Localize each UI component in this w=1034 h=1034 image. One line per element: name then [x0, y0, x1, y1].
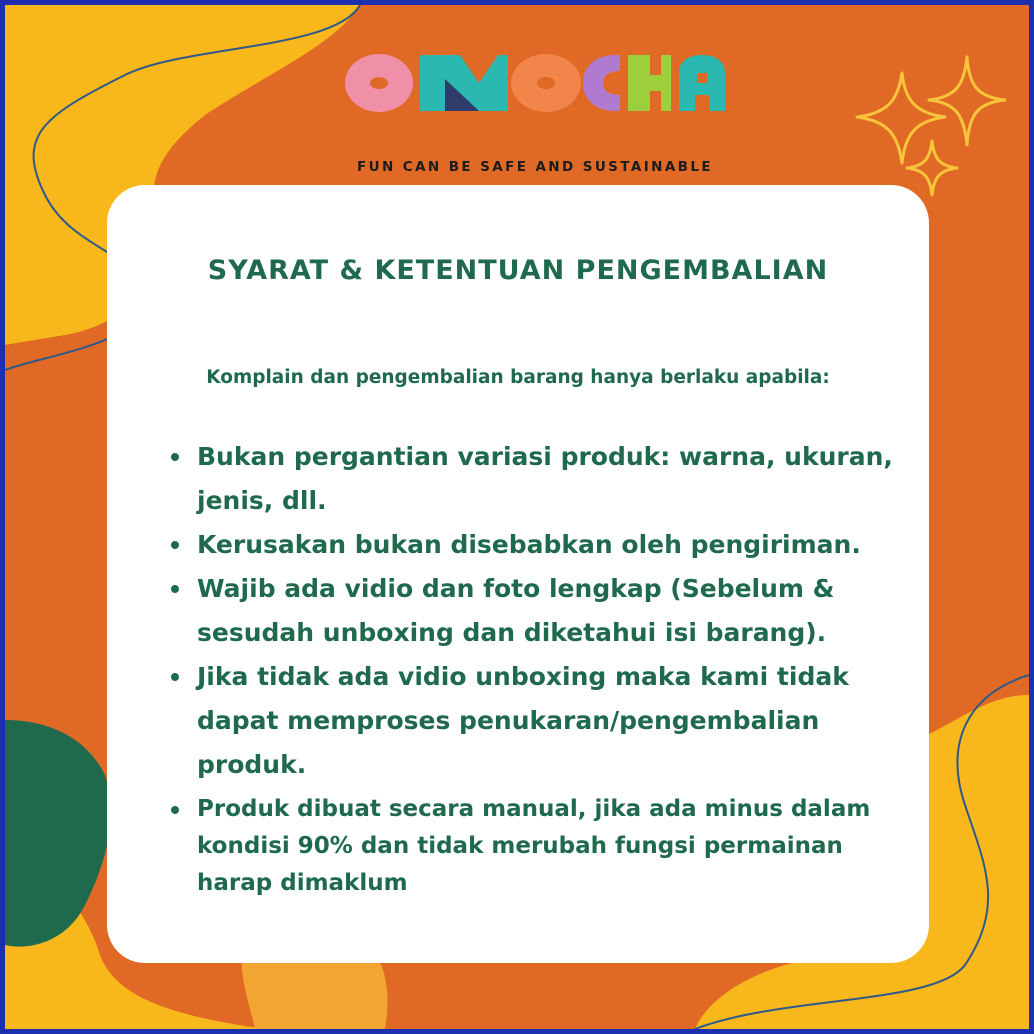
bullet-icon	[171, 585, 179, 593]
rule-text: Bukan pergantian variasi produk: warna, ukuran, jenis, dll.	[197, 442, 893, 515]
bullet-icon	[171, 673, 179, 681]
list-item	[165, 435, 905, 523]
rule-text: Kerusakan bukan disebabkan oleh pengiriman.	[197, 530, 861, 559]
list-item	[165, 791, 905, 902]
terms-card	[107, 185, 929, 963]
list-item	[165, 523, 905, 567]
green-blob-bottom-left	[5, 720, 111, 947]
bullet-icon	[171, 453, 179, 461]
rule-text: Produk dibuat secara manual, jika ada minus dalam kondisi 90% dan tidak merubah fungsi permainan harap dimaklum	[197, 796, 871, 896]
rules-list	[165, 435, 905, 902]
sparkle-icon	[857, 57, 1005, 195]
brand-logo	[345, 49, 745, 179]
brand-tagline: FUN CAN BE SAFE AND SUSTAINABLE	[356, 159, 713, 175]
logo-letter-h	[628, 55, 671, 111]
bullet-icon	[171, 806, 179, 814]
bullet-icon	[171, 541, 179, 549]
list-item	[165, 567, 905, 655]
logo-letter-m	[420, 55, 508, 111]
rule-text: Jika tidak ada vidio unboxing maka kami tidak dapat memproses penukaran/pengembalian produk.	[197, 662, 849, 779]
omocha-logo-mark	[345, 49, 725, 117]
list-item	[165, 655, 905, 787]
rule-text: Wajib ada vidio dan foto lengkap (Sebelum & sesudah unboxing dan diketahui isi barang).	[197, 574, 835, 647]
page-title: SYARAT & KETENTUAN PENGEMBALIAN	[207, 255, 829, 286]
intro-text: Komplain dan pengembalian barang hanya berlaku apabila:	[206, 367, 830, 388]
logo-letter-c	[583, 55, 620, 111]
